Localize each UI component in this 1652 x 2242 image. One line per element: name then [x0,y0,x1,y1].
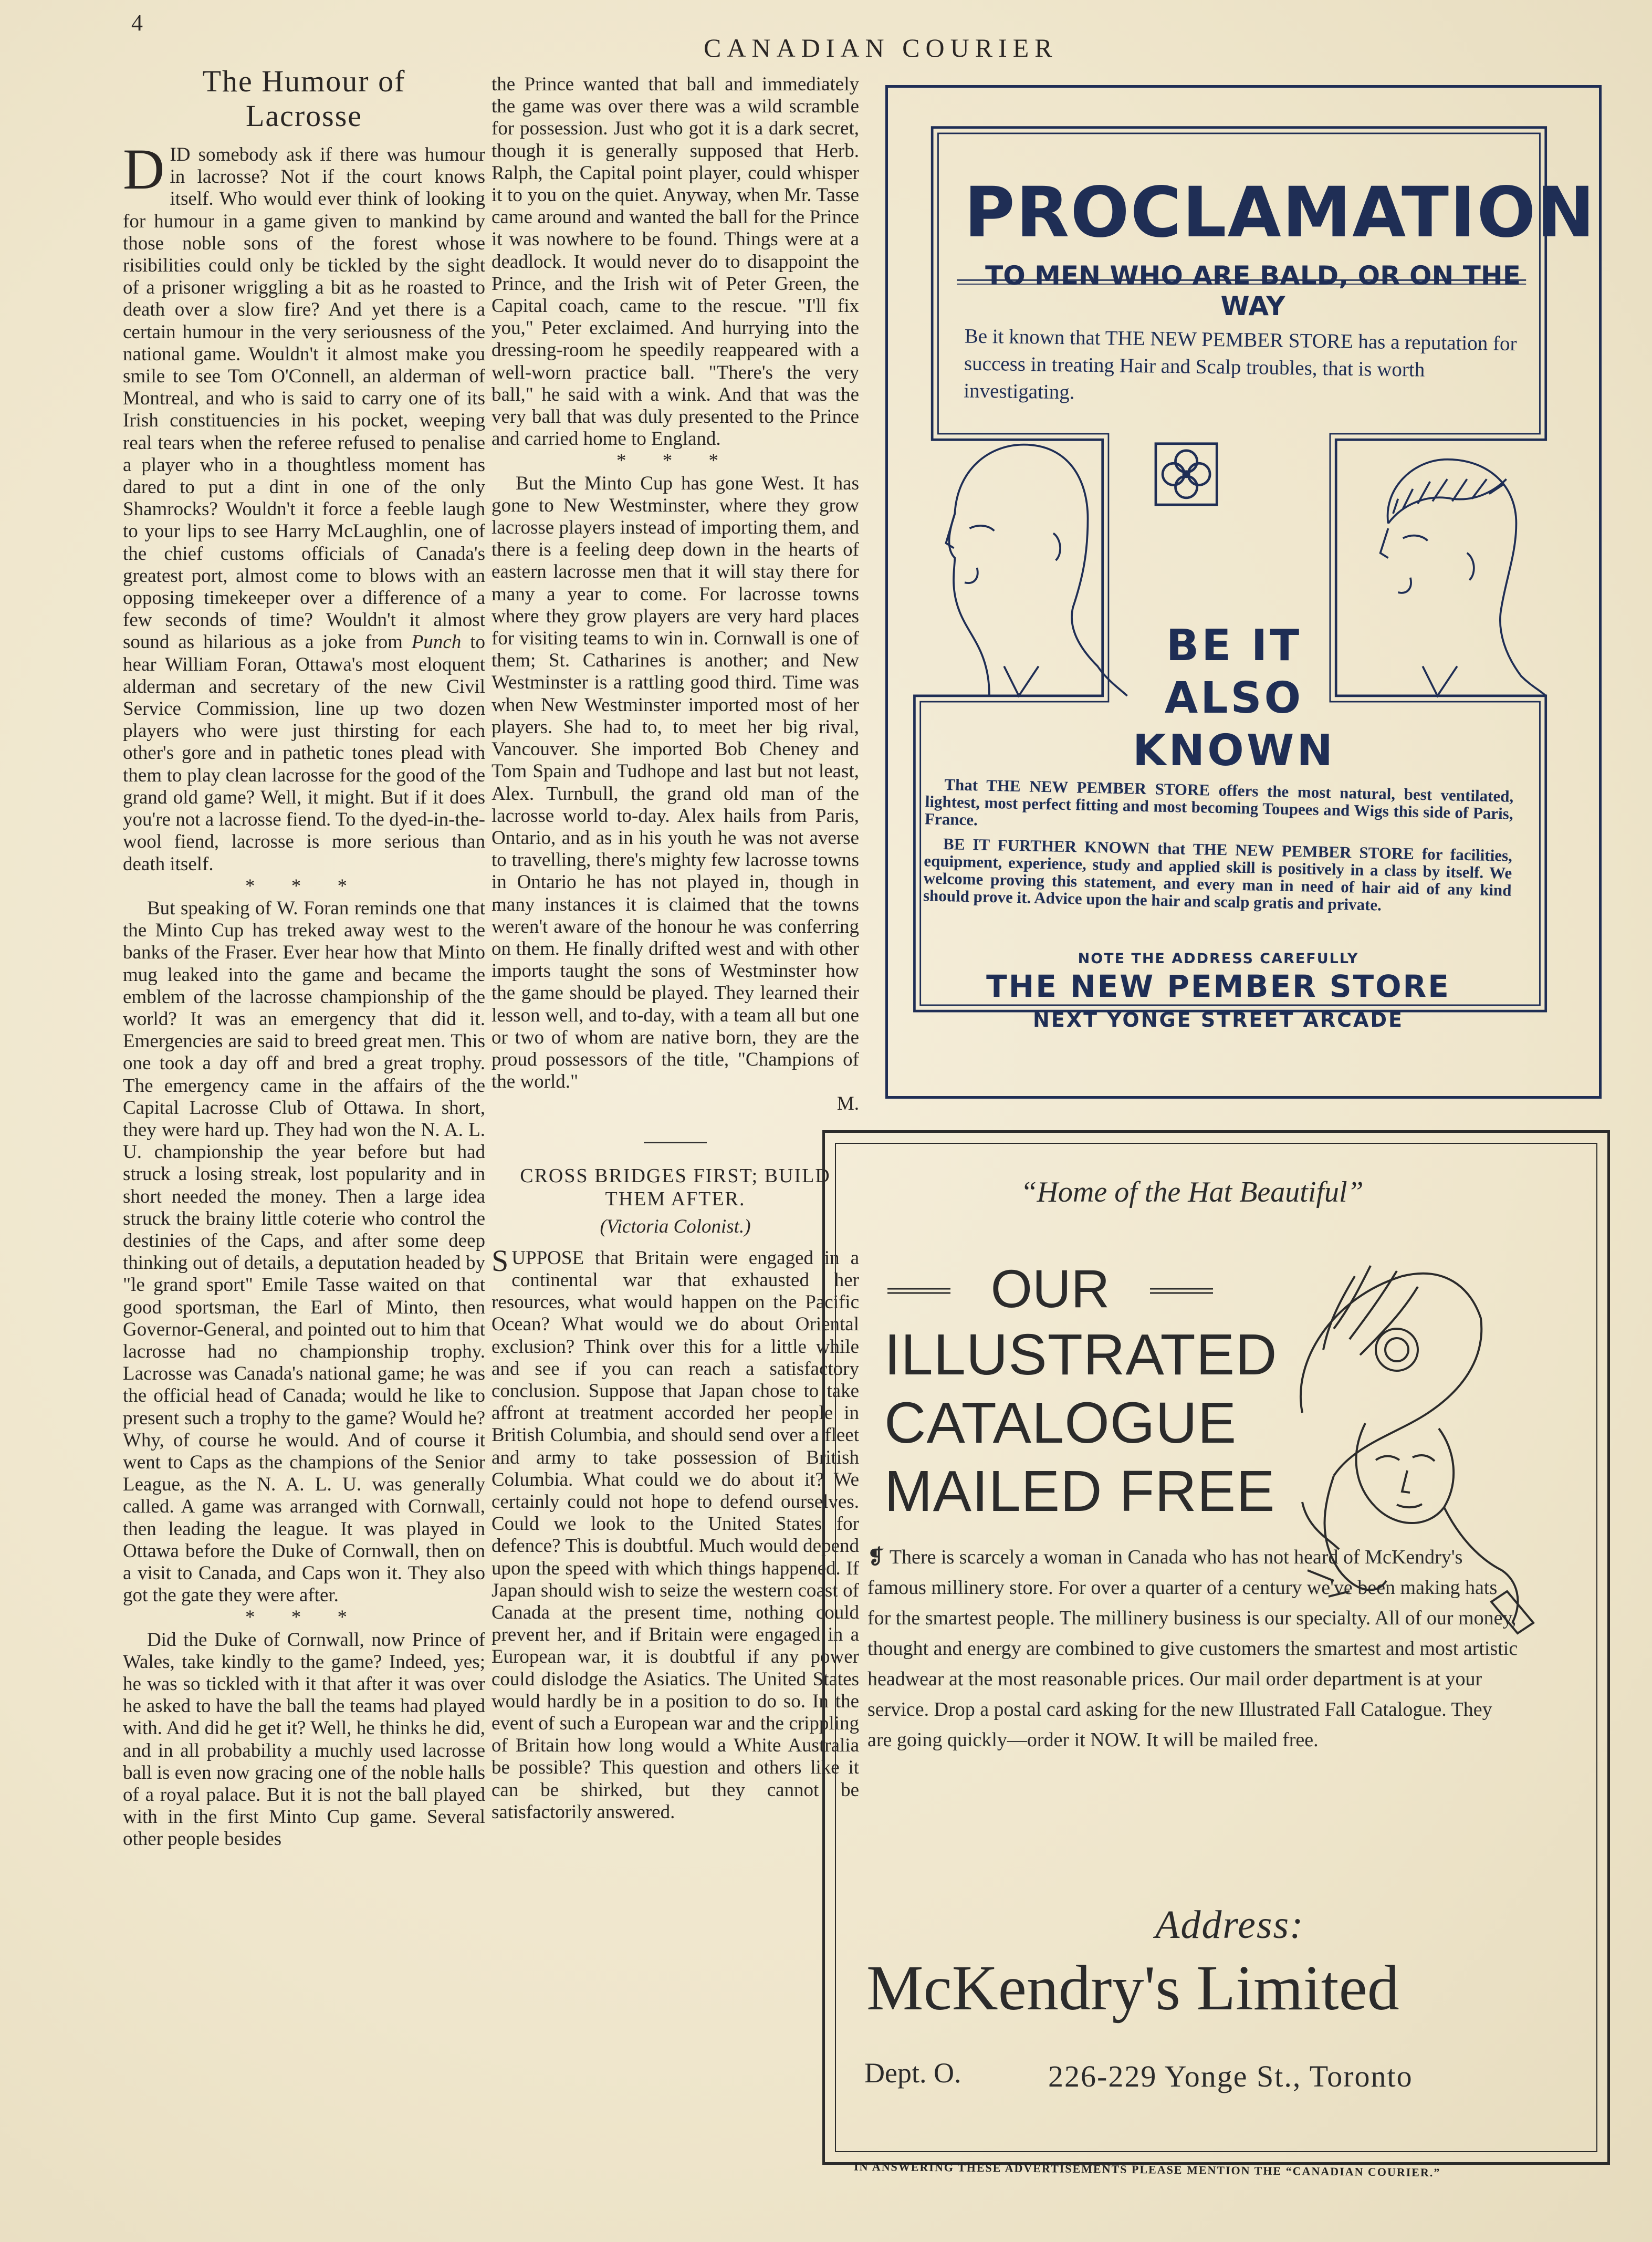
page-number: 4 [131,10,143,36]
our-right-rule [1150,1286,1213,1296]
flower-ornament-icon [1156,444,1217,505]
second-article-body: SUPPOSE that Britain were engaged in a continental war that exhausted her resources, what would happen on the Pacific Ocean? What would we do about Oriental exclusion? Think over this for a little while and see if you can reach a satisfactory conclusion. Suppose that Japan chose to take affront at treatment accorded her people in British Columbia, and should send over a fleet and army to take possession of British Columbia. What could we do about it? We certainly could not hope to defend ourselves. Could we look to the United States for defence? This is doubtful. Much would depend upon the speed with which things happened. If Japan should wish to seize the western coast of Canada at the present time, nothing could prevent her, and if Britain were engaged in a European war, it is doubtful if any power could dislodge the Asiatics. The United States would hardly be in a position to do so. In the event of such a European war and the crippling of Britain how long would a White Australia be possible? This question and others like it can be shirked, but they cannot be satisfactorily answered. [492,1243,859,1823]
be-it-also-known: BE IT ALSO KNOWN [1133,621,1335,776]
article-paragraph: Did the Duke of Cornwall, now Prince of Wales, take kindly to the game? Indeed, yes; he was so tickled with it that after it was over he asked to have the ball the teams had played with. And did he get it? Well, he thinks he did, and in all probability a muchly used lacrosse ball is even now gracing one of the noble halls of a royal palace. But it is not the ball played with in the first Minto Cup game. Several other people besides [123,1629,485,1850]
mckendry-company-name: McKendry's Limited [866,1953,1399,2024]
pember-body: That THE NEW PEMBER STORE offers the most natural, best ventilated, lightest, most perfect fitting and most becoming Toupees and Wigs this side of Paris, France. BE IT FURTHER KNOWN that THE NEW PEMBER STORE for facilities, equipment, experience, study and applied skill is positively in a class by itself. We welcome proving this statement, and every man in need of hair aid of any kind should prove it. Advice upon the hair and scalp gratis and private. [923,775,1514,914]
our-left-rule [887,1286,950,1296]
catalogue-heading-catalogue: CATALOGUE [884,1391,1237,1455]
article-title: The Humour of Lacrosse [202,64,406,133]
bald-man-illustration [946,445,1127,696]
second-article-source: (Victoria Colonist.) [600,1215,751,1237]
proclamation-subheadline: TO MEN WHO ARE BALD, OR ON THE WAY [985,260,1521,321]
article-paragraph: DID somebody ask if there was humour in lacrosse? Not if the court knows itself. Who would ever think of looking for humour in a game given to mankind by those noble sons of the forest whose risibilities could only be tickled by the sight of a prisoner wriggling a bit as he roasted to death over a slow fire? And yet there is a certain humour in the very seriousness of the national game. Wouldn't it almost make you smile to see Tom O'Connell, an alderman of Montreal, and who is said to carry one of its Irish constituencies in his pocket, weeping real tears when the referee refused to penalise a player who in a thoughtless moment has dared to put a dint in one of the only Shamrocks? Wouldn't it force a feeble laugh to your lips to see Harry McLaughlin, one of the chief customs officials of Canada's greatest port, almost come to blows with an opposing timekeeper over a difference of a few seconds of time? Wouldn't it almost sound as hilarious as a joke from Punch to hear William Foran, Ottawa's most eloquent alderman and secretary of the new Civil Service Commission, line up two dozen players who were just thirsting for each other's gore and in pathetic tones plead with them to play clean lacrosse for the good of the grand old game? Well, it might. But if it does you're not a lacrosse fiend. To the dyed-in-the-wool fiend, lacrosse is more serious than death itself. [123,137,485,875]
footer-notice: IN ANSWERING THESE ADVERTISEMENTS PLEASE MENTION THE “CANADIAN COURIER.” [853,2160,1441,2180]
column-rule [644,1142,707,1143]
catalogue-heading-illustrated: ILLUSTRATED [884,1322,1278,1387]
second-article-title: CROSS BRIDGES FIRST; BUILD THEM AFTER. [520,1164,831,1210]
pember-address: NEXT YONGE STREET ARCADE [1033,1008,1404,1031]
drop-cap: S [492,1243,509,1278]
article-column-2 [492,74,859,1823]
pember-note: NOTE THE ADDRESS CAREFULLY [1078,951,1359,967]
article-signature: M. [837,1093,859,1115]
pember-store-name: THE NEW PEMBER STORE [986,968,1450,1004]
section-divider-stars: * * * [245,1607,363,1629]
masthead: CANADIAN COURIER [704,33,1058,62]
mckendry-street-address: 226-229 Yonge St., Toronto [1048,2059,1413,2093]
mckendry-tagline: “Home of the Hat Beautiful” [1020,1176,1364,1208]
article-column-1 [123,64,485,1851]
drop-cap: D [123,137,165,201]
section-divider-stars: * * * [616,450,734,472]
article-paragraph: But speaking of W. Foran reminds one that the Minto Cup has treked away west to the banks of the Fraser. Ever hear how that Minto mug leaked into the game and became the emblem of the lacrosse championship of the world? It was an emergency that did it. Emergencies are said to breed great men. This one took a day off and bred a great trophy. The emergency came in the affairs of the Capital Lacrosse Club of Ottawa. In short, they were hard up. They had won the N. A. L. U. championship the year before but had struck a losing streak, lost popularity and in short needed the money. Then a large idea struck the brainy little coterie who control the destinies of the Caps, and after some deep thinking out of details, a deputation headed by "le grand sport" Emile Tasse waited on that good sportsman, the Earl of Minto, then Governor-General, and pointed out to him that lacrosse had no championship trophy. Lacrosse was Canada's national game; he was the official head of Canada; would he like to present such a trophy to the game? Would he? Why, of course he would. And of course it went to Caps as the champions of the Senior League, as the N. A. L. U. was generally called. A game was arranged with Cornwall, then leading the league. It was played in Ottawa before the Duke of Cornwall, then on a visit to Canada, and Caps won it. They also got the gate they were after. [123,897,485,1607]
proclamation-intro: Be it known that THE NEW PEMBER STORE has a reputation for success in treating Hair and Scalp troubles, that is worth investigating. [964,325,1517,404]
man-with-hair-illustration [1381,460,1546,696]
section-divider-stars: * * * [245,875,363,897]
catalogue-heading-our: OUR [990,1259,1110,1319]
mckendry-address-label: Address: [1155,1903,1304,1947]
article-paragraph: But the Minto Cup has gone West. It has gone to New Westminster, where they grow lacrosse players instead of importing them, and there is a feeling deep down in the hearts of eastern lacrosse men that it will stay there for many a year to come. For lacrosse towns where they grow players are very hard places for visiting teams to win in. Cornwall is one of them; St. Catharines is another; and New Westminster is a rattling good third. Time was when New Westminster imported most of her players. She had to, to meet her big rival, Vancouver. She imported Bob Cheney and Tom Spain and Tudhope and last but not least, Alex. Turnbull, the grand old man of the lacrosse world to-day. Alex hails from Paris, Ontario, and as in his youth he was not averse to travelling, there's mighty few lacrosse towns in Ontario he has not played in, though in many instances it is claimed that the towns weren't aware of the honour he was conferring on them. He finally drifted west and with other imports taught the sons of Westminster how the game should be played. They learned their lesson well, and to-day, with a team all but one or two of whom are native born, they are the proud possessors of the title, "Champions of the world." [492,472,859,1093]
proclamation-headline: PROCLAMATION [964,172,1596,253]
article-paragraph: the Prince wanted that ball and immediately the game was over there was a wild scramble for possession. Just who got it is a dark secret, though it is generally supposed that Herb. Ralph, the Capital point player, could whisper it to you on the quiet. Anyway, when Mr. Tasse came around and wanted the ball for the Prince it was nowhere to be found. Things were at a deadlock. It would never do to disappoint the Prince, and the Irish wit of Peter Green, the Capital coach, came to the rescue. "I'll fix you," Peter exclaimed. And hurrying into the dressing-room he speedily reappeared with a well-worn practice ball. "There's the very ball," he said with a wink. And that was the very ball that was duly presented to the Prince and carried home to England. [492,74,859,450]
catalogue-heading-mailed-free: MAILED FREE [884,1459,1275,1524]
mckendry-dept: Dept. O. [864,2057,961,2089]
pilcrow-icon: ❡ [867,1546,884,1568]
mckendry-body: ❡ There is scarcely a woman in Canada who has not heard of McKendry's famous millinery store. For over a quarter of a century we've been making hats for the smartest people. The millinery business is our specialty. All of our money, thought and energy are combined to give customers the smartest and most artistic headwear at the most reasonable prices. Our mail order department is at your service. Drop a postal card asking for the new Illustrated Fall Catalogue. They are going quickly—order it NOW. It will be mailed free. [867,1546,1518,1751]
